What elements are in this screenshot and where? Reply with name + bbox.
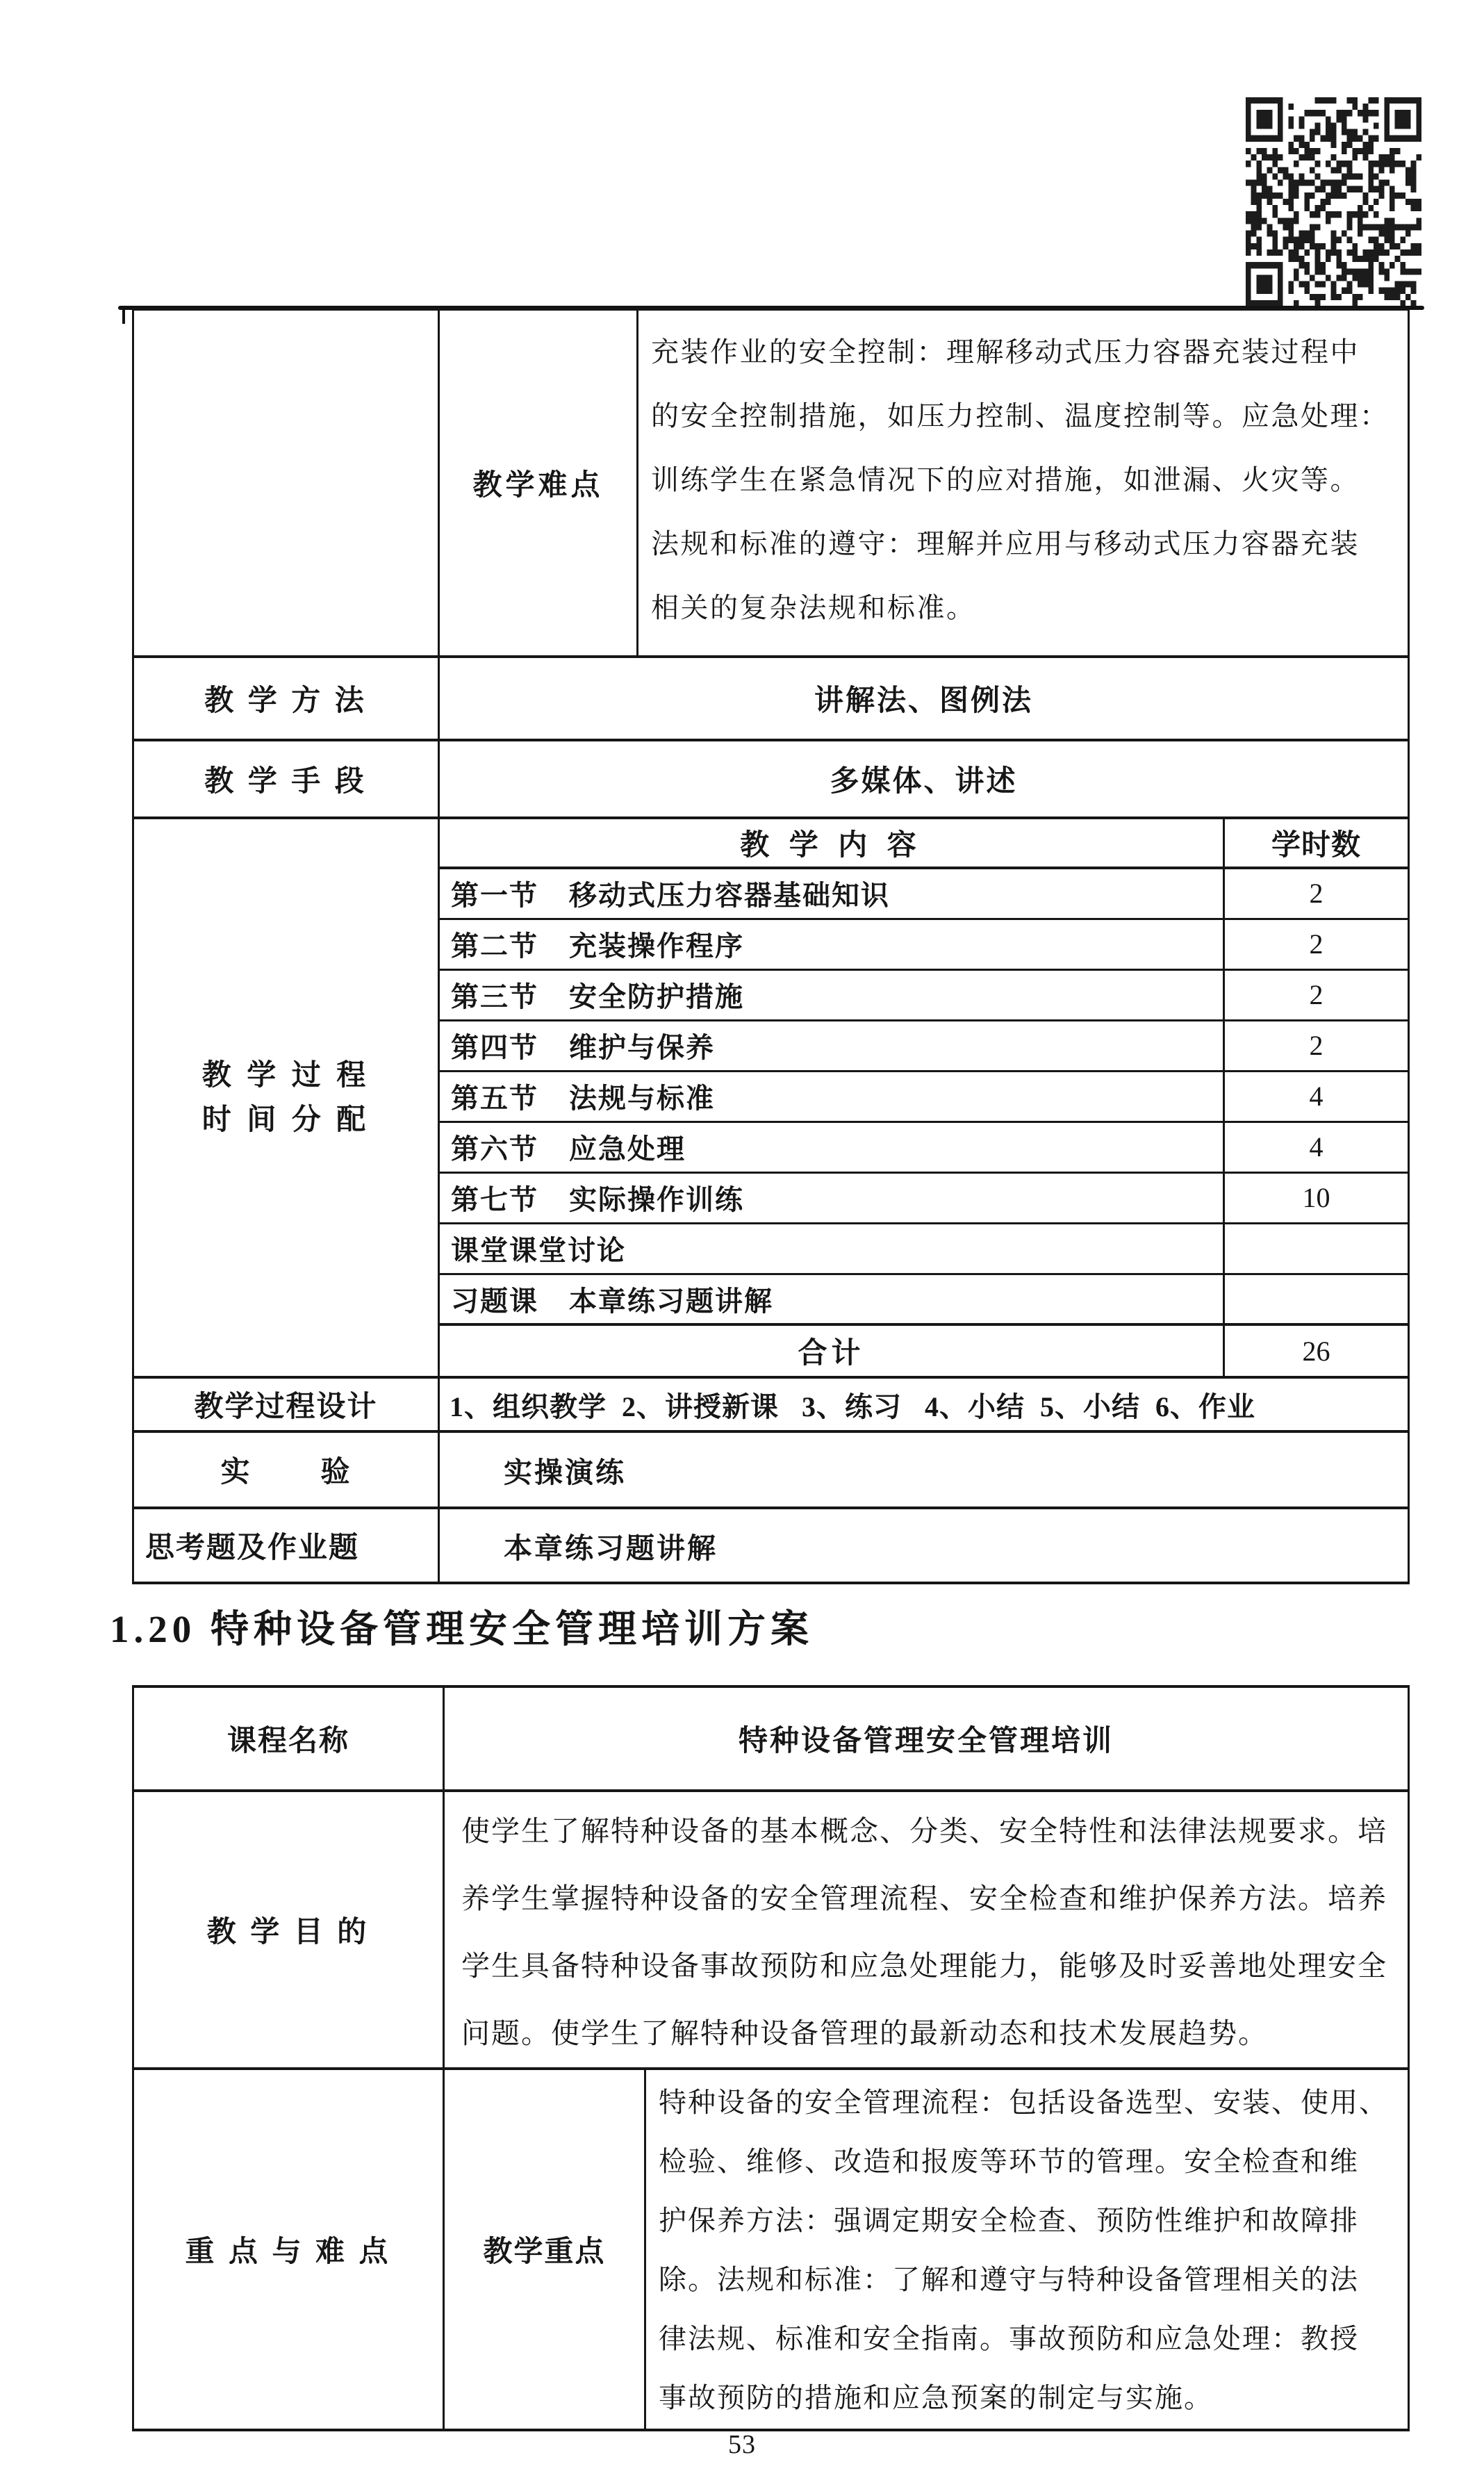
section-cell xyxy=(439,1172,1224,1223)
key-points-sublabel: 教学重点 xyxy=(444,2069,645,2430)
lesson-plan-table xyxy=(132,308,1410,1584)
homework-label: 思考题及作业题 xyxy=(133,1508,439,1583)
section-number: 课堂课堂讨论 xyxy=(451,1235,626,1266)
section-hours: 2 xyxy=(1224,919,1409,969)
process-design-label: 教学过程设计 xyxy=(133,1377,439,1431)
section-title: 法规与标准 xyxy=(569,1083,715,1114)
paragraph-line: 使学生了解特种设备的基本概念、分类、安全特性和法律法规要求。培 xyxy=(461,1815,1387,1847)
schedule-label-line2: 时 间 分 配 xyxy=(201,1103,370,1136)
section-hours: 2 xyxy=(1224,969,1409,1020)
section-hours: 2 xyxy=(1224,868,1409,919)
section-number: 习题课 xyxy=(451,1285,538,1317)
course-name-label: 课程名称 xyxy=(133,1686,444,1791)
hours-header: 学时数 xyxy=(1224,818,1409,868)
total-label: 合计 xyxy=(439,1324,1224,1377)
paragraph-line: 的安全控制措施，如压力控制、温度控制等。应急处理： xyxy=(651,400,1390,432)
method-label: 教 学 方 法 xyxy=(133,657,439,740)
section-heading: 1.20 特种设备管理安全管理培训方案 xyxy=(110,1608,814,1650)
section-title: 维护与保养 xyxy=(569,1032,715,1063)
table-top-border-tick xyxy=(122,306,125,324)
section-number: 第三节 xyxy=(451,981,538,1012)
section-cell xyxy=(439,1274,1224,1324)
schedule-label-line1: 教 学 过 程 xyxy=(201,1059,370,1092)
section-title: 实际操作训练 xyxy=(569,1184,744,1215)
section-number: 第一节 xyxy=(451,880,538,912)
total-hours: 26 xyxy=(1224,1324,1409,1377)
paragraph-line: 检验、维修、改造和报废等环节的管理。安全检查和维 xyxy=(659,2146,1359,2177)
section-cell xyxy=(439,1223,1224,1274)
difficulty-text xyxy=(638,309,1409,657)
paragraph-line: 养学生掌握特种设备的安全管理流程、安全检查和维护保养方法。培养 xyxy=(461,1882,1387,1914)
section-number: 第五节 xyxy=(451,1083,538,1114)
row-teaching-method xyxy=(133,657,1409,740)
section-hours: 2 xyxy=(1224,1020,1409,1071)
section-title: 移动式压力容器基础知识 xyxy=(569,880,890,912)
empty-label-cell xyxy=(133,309,439,657)
means-label: 教 学 手 段 xyxy=(133,740,439,818)
section-title: 充装操作程序 xyxy=(569,930,744,962)
section-cell xyxy=(439,868,1224,919)
paragraph-line: 学生具备特种设备事故预防和应急处理能力，能够及时妥善地处理安全 xyxy=(461,1950,1387,1982)
section-cell xyxy=(439,1020,1224,1071)
paragraph-line: 除。法规和标准：了解和遵守与特种设备管理相关的法 xyxy=(659,2264,1359,2295)
paragraph-line: 问题。使学生了解特种设备管理的最新动态和技术发展趋势。 xyxy=(461,2017,1268,2049)
section-hours xyxy=(1224,1223,1409,1274)
row-objective xyxy=(133,1791,1409,2069)
row-homework xyxy=(133,1508,1409,1583)
section-title: 本章练习题讲解 xyxy=(569,1285,773,1317)
qr-code xyxy=(1246,97,1421,306)
paragraph-line: 训练学生在紧急情况下的应对措施，如泄漏、火灾等。 xyxy=(651,464,1360,495)
training-plan-table xyxy=(132,1685,1410,2431)
row-course-name xyxy=(133,1686,1409,1791)
section-title: 应急处理 xyxy=(569,1133,686,1165)
paragraph-line: 特种设备的安全管理流程：包括设备选型、安装、使用、 xyxy=(659,2087,1388,2118)
paragraph-line: 法规和标准的遵守：理解并应用与移动式压力容器充装 xyxy=(651,528,1360,559)
row-key-points xyxy=(133,2069,1409,2430)
homework-value: 本章练习题讲解 xyxy=(439,1508,1409,1583)
section-number: 第四节 xyxy=(451,1032,538,1063)
content-header: 教 学 内 容 xyxy=(439,818,1224,868)
key-points-text xyxy=(645,2069,1409,2430)
section-hours: 10 xyxy=(1224,1172,1409,1223)
row-schedule-header xyxy=(133,818,1409,868)
process-design-value: 1、组织教学 2、讲授新课 3、练习 4、小结 5、小结 6、作业 xyxy=(439,1377,1409,1431)
section-cell xyxy=(439,1122,1224,1172)
row-process-design xyxy=(133,1377,1409,1431)
section-cell xyxy=(439,1071,1224,1122)
paragraph-line: 相关的复杂法规和标准。 xyxy=(651,592,976,623)
paragraph-line: 护保养方法：强调定期安全检查、预防性维护和故障排 xyxy=(659,2205,1359,2236)
section-number: 第二节 xyxy=(451,930,538,962)
means-value: 多媒体、讲述 xyxy=(439,740,1409,818)
method-value: 讲解法、图例法 xyxy=(439,657,1409,740)
course-name-value: 特种设备管理安全管理培训 xyxy=(444,1686,1409,1791)
row-teaching-difficulty xyxy=(133,309,1409,657)
objective-text xyxy=(444,1791,1409,2069)
section-number: 第六节 xyxy=(451,1133,538,1165)
section-hours: 4 xyxy=(1224,1071,1409,1122)
row-experiment xyxy=(133,1431,1409,1508)
section-cell xyxy=(439,919,1224,969)
section-title: 安全防护措施 xyxy=(569,981,744,1012)
difficulty-label: 教学难点 xyxy=(439,309,638,657)
experiment-label: 实 验 xyxy=(133,1431,439,1508)
paragraph-line: 充装作业的安全控制：理解移动式压力容器充装过程中 xyxy=(651,336,1360,368)
section-cell xyxy=(439,969,1224,1020)
row-teaching-means xyxy=(133,740,1409,818)
section-hours: 4 xyxy=(1224,1122,1409,1172)
paragraph-line: 事故预防的措施和应急预案的制定与实施。 xyxy=(659,2382,1213,2413)
section-hours xyxy=(1224,1274,1409,1324)
key-points-label: 重 点 与 难 点 xyxy=(133,2069,444,2430)
objective-label: 教 学 目 的 xyxy=(133,1791,444,2069)
experiment-value: 实操演练 xyxy=(439,1431,1409,1508)
section-number: 第七节 xyxy=(451,1184,538,1215)
paragraph-line: 律法规、标准和安全指南。事故预防和应急处理：教授 xyxy=(659,2323,1359,2354)
schedule-label xyxy=(133,818,439,1377)
page-number: 53 xyxy=(728,2430,756,2459)
